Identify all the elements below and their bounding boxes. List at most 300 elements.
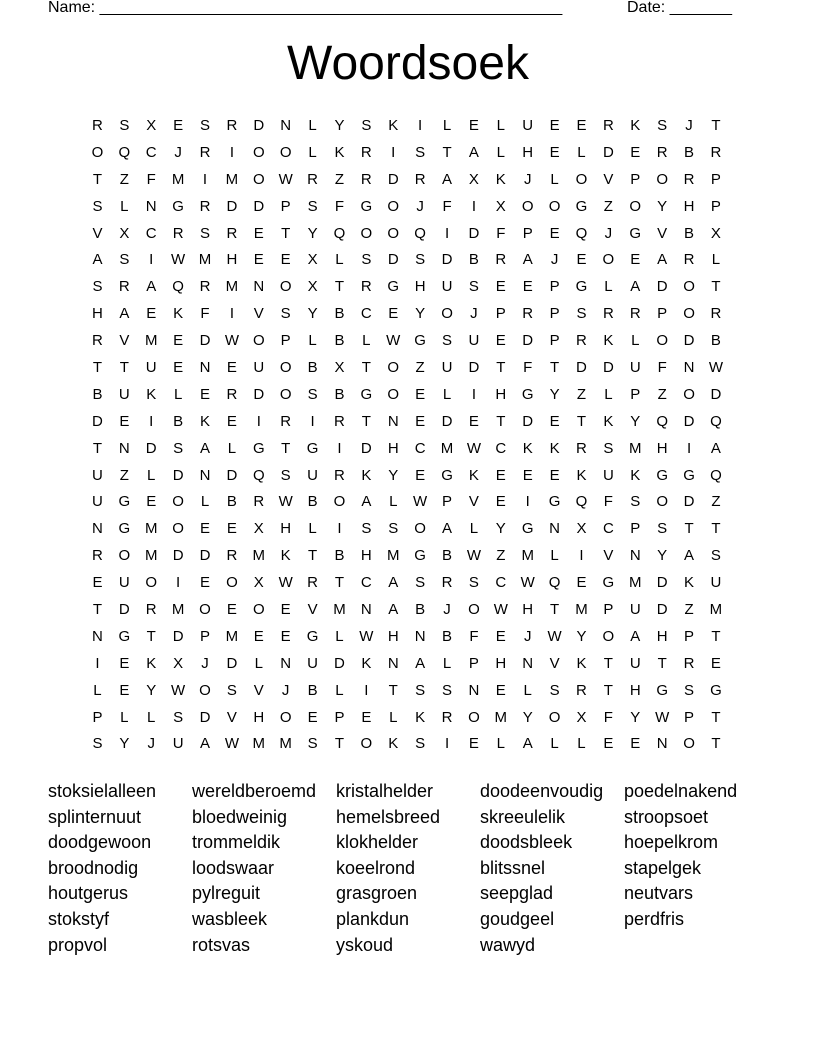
- grid-cell: I: [444, 735, 450, 753]
- grid-cell: E: [226, 520, 237, 538]
- grid-cell: W: [466, 439, 481, 457]
- grid-cell: P: [549, 332, 560, 350]
- word-list-item: stoksielalleen: [48, 781, 157, 801]
- grid-cell: L: [173, 385, 183, 403]
- grid-cell: Z: [415, 358, 425, 376]
- grid-cell: T: [496, 412, 506, 430]
- grid-cell: U: [118, 574, 130, 592]
- grid-cell: B: [307, 681, 318, 699]
- grid-cell: I: [149, 412, 154, 430]
- grid-cell: O: [91, 143, 104, 161]
- grid-cell: I: [391, 143, 396, 161]
- word-list-item: pylreguit: [192, 883, 261, 904]
- grid-cell: K: [468, 466, 479, 484]
- grid-cell: I: [525, 493, 530, 511]
- grid-cell: R: [576, 681, 587, 699]
- grid-cell: D: [387, 251, 399, 269]
- grid-cell: L: [335, 251, 344, 269]
- grid-cell: R: [334, 466, 345, 484]
- grid-cell: P: [549, 278, 560, 296]
- grid-cell: A: [92, 251, 103, 269]
- grid-cell: J: [147, 735, 155, 753]
- grid-cell: T: [711, 735, 721, 753]
- grid-cell: Y: [576, 627, 587, 645]
- grid-cell: Y: [415, 305, 426, 323]
- grid-cell: Y: [495, 520, 506, 538]
- grid-cell: G: [656, 466, 668, 484]
- grid-cell: E: [495, 681, 506, 699]
- grid-cell: J: [470, 305, 478, 323]
- grid-cell: R: [576, 439, 587, 457]
- grid-cell: T: [119, 358, 129, 376]
- grid-cell: B: [442, 627, 453, 645]
- grid-cell: A: [146, 278, 157, 296]
- grid-cell: O: [145, 574, 158, 592]
- grid-cell: P: [710, 197, 721, 215]
- grid-cell: M: [629, 574, 642, 592]
- grid-cell: E: [576, 116, 587, 134]
- grid-cell: K: [146, 654, 157, 672]
- grid-cell: T: [684, 520, 694, 538]
- grid-cell: N: [280, 654, 292, 672]
- grid-cell: P: [657, 305, 668, 323]
- grid-cell: R: [576, 332, 587, 350]
- grid-cell: S: [361, 251, 372, 269]
- grid-cell: E: [146, 305, 157, 323]
- grid-cell: G: [602, 574, 615, 592]
- grid-cell: Q: [548, 574, 561, 592]
- grid-cell: C: [602, 520, 614, 538]
- grid-cell: L: [577, 143, 586, 161]
- grid-cell: M: [279, 735, 292, 753]
- grid-cell: L: [496, 116, 505, 134]
- grid-cell: C: [145, 224, 157, 242]
- grid-cell: Q: [414, 224, 426, 242]
- grid-cell: X: [576, 708, 587, 726]
- grid-cell: Z: [711, 493, 721, 511]
- grid-cell: E: [630, 251, 641, 269]
- grid-cell: D: [441, 251, 453, 269]
- grid-cell: B: [334, 305, 345, 323]
- grid-cell: A: [361, 493, 372, 511]
- grid-cell: O: [172, 520, 184, 538]
- grid-cell: A: [200, 439, 211, 457]
- grid-cell: V: [226, 708, 237, 726]
- grid-cell: D: [334, 654, 345, 672]
- grid-cell: N: [199, 466, 211, 484]
- grid-cell: K: [173, 305, 184, 323]
- grid-cell: M: [386, 547, 400, 565]
- grid-cell: G: [306, 627, 319, 645]
- grid-cell: E: [226, 358, 237, 376]
- grid-cell: O: [199, 600, 211, 618]
- grid-cell: E: [495, 278, 506, 296]
- grid-cell: F: [523, 358, 533, 376]
- grid-cell: D: [118, 600, 130, 618]
- grid-cell: X: [307, 251, 318, 269]
- grid-cell: H: [683, 197, 695, 215]
- grid-cell: G: [387, 278, 400, 296]
- grid-cell: D: [360, 439, 372, 457]
- grid-cell: L: [442, 385, 452, 403]
- grid-cell: D: [468, 358, 480, 376]
- grid-cell: A: [415, 654, 426, 672]
- grid-cell: P: [522, 224, 533, 242]
- grid-cell: K: [576, 466, 587, 484]
- grid-cell: G: [306, 439, 319, 457]
- grid-cell: H: [387, 439, 399, 457]
- grid-cell: D: [710, 385, 722, 403]
- word-list-item: hemelsbreed: [336, 806, 441, 827]
- grid-cell: S: [576, 305, 587, 323]
- grid-cell: O: [333, 493, 346, 511]
- grid-cell: S: [361, 116, 372, 134]
- word-list-item: neutvars: [624, 883, 694, 904]
- grid-cell: N: [253, 278, 265, 296]
- grid-cell: X: [495, 197, 506, 215]
- grid-cell: O: [252, 600, 265, 618]
- word-list-item: plankdun: [336, 908, 410, 929]
- grid-cell: C: [495, 574, 507, 592]
- grid-cell: T: [711, 627, 721, 645]
- grid-cell: C: [145, 143, 157, 161]
- grid-cell: U: [92, 493, 103, 511]
- grid-cell: W: [466, 547, 481, 565]
- grid-cell: W: [547, 627, 562, 645]
- grid-cell: D: [522, 412, 534, 430]
- grid-cell: O: [683, 385, 695, 403]
- grid-cell: G: [118, 520, 131, 538]
- grid-cell: U: [441, 358, 453, 376]
- grid-cell: L: [604, 385, 613, 403]
- grid-cell: N: [360, 600, 372, 618]
- grid-cell: W: [224, 735, 239, 753]
- grid-cell: S: [468, 574, 479, 592]
- grid-cell: Z: [496, 547, 506, 565]
- grid-cell: G: [521, 520, 534, 538]
- grid-cell: N: [387, 654, 399, 672]
- grid-cell: N: [199, 358, 211, 376]
- grid-cell: M: [144, 547, 158, 565]
- grid-cell: P: [630, 385, 641, 403]
- grid-cell: O: [118, 547, 131, 565]
- grid-cell: B: [334, 385, 345, 403]
- grid-cell: W: [359, 627, 374, 645]
- grid-cell: T: [92, 358, 103, 376]
- grid-cell: A: [388, 574, 399, 592]
- grid-cell: O: [683, 735, 695, 753]
- grid-cell: L: [93, 681, 102, 699]
- grid-cell: B: [334, 547, 345, 565]
- grid-cell: M: [575, 600, 588, 618]
- grid-cell: D: [92, 412, 103, 430]
- grid-cell: W: [278, 170, 293, 188]
- grid-cell: K: [630, 116, 641, 134]
- grid-cell: Y: [119, 735, 130, 753]
- grid-cell: X: [253, 574, 264, 592]
- grid-cell: Y: [522, 708, 533, 726]
- grid-cell: T: [307, 547, 318, 565]
- grid-cell: P: [92, 708, 103, 726]
- grid-cell: E: [280, 627, 291, 645]
- grid-cell: V: [253, 681, 264, 699]
- grid-cell: U: [307, 654, 318, 672]
- grid-cell: R: [334, 412, 345, 430]
- grid-cell: K: [361, 466, 372, 484]
- grid-cell: U: [629, 654, 641, 672]
- grid-cell: K: [630, 466, 641, 484]
- grid-cell: G: [683, 466, 695, 484]
- grid-cell: I: [686, 439, 692, 457]
- grid-cell: F: [603, 708, 613, 726]
- grid-cell: F: [442, 197, 452, 215]
- grid-cell: G: [441, 466, 453, 484]
- grid-cell: E: [415, 385, 426, 403]
- grid-cell: O: [602, 627, 615, 645]
- grid-cell: H: [280, 520, 292, 538]
- grid-cell: H: [656, 627, 668, 645]
- grid-cell: S: [361, 520, 372, 538]
- grid-cell: B: [415, 600, 426, 618]
- grid-cell: C: [495, 439, 507, 457]
- grid-cell: D: [253, 197, 265, 215]
- grid-cell: S: [92, 735, 103, 753]
- grid-cell: E: [495, 627, 506, 645]
- grid-cell: E: [549, 143, 560, 161]
- grid-cell: F: [469, 627, 479, 645]
- grid-cell: L: [335, 681, 344, 699]
- grid-cell: G: [360, 197, 373, 215]
- grid-cell: S: [119, 116, 130, 134]
- grid-cell: D: [199, 332, 211, 350]
- grid-cell: K: [415, 708, 426, 726]
- grid-cell: A: [522, 735, 533, 753]
- grid-cell: F: [334, 197, 345, 215]
- grid-cell: J: [550, 251, 559, 269]
- grid-cell: O: [279, 385, 292, 403]
- grid-cell: D: [602, 358, 614, 376]
- grid-cell: L: [308, 143, 317, 161]
- grid-cell: U: [468, 332, 480, 350]
- grid-cell: E: [200, 520, 211, 538]
- word-list-item: poedelnakend: [624, 781, 738, 801]
- grid-cell: O: [629, 197, 642, 215]
- grid-cell: L: [389, 708, 398, 726]
- grid-cell: D: [683, 412, 695, 430]
- grid-cell: R: [602, 305, 614, 323]
- grid-cell: N: [118, 439, 130, 457]
- grid-cell: W: [224, 332, 239, 350]
- grid-cell: A: [522, 251, 533, 269]
- word-list-item: wawyd: [480, 934, 536, 955]
- grid-cell: L: [335, 627, 344, 645]
- grid-cell: G: [118, 627, 131, 645]
- grid-cell: Z: [119, 466, 129, 484]
- grid-cell: T: [334, 278, 345, 296]
- grid-cell: Y: [549, 385, 560, 403]
- grid-cell: R: [602, 116, 614, 134]
- grid-cell: Y: [334, 116, 345, 134]
- grid-cell: R: [199, 197, 211, 215]
- grid-cell: S: [307, 735, 318, 753]
- grid-cell: L: [120, 197, 129, 215]
- grid-cell: H: [226, 251, 238, 269]
- grid-cell: K: [361, 654, 372, 672]
- grid-cell: X: [468, 170, 479, 188]
- grid-cell: L: [147, 708, 156, 726]
- grid-cell: T: [92, 600, 103, 618]
- grid-cell: L: [389, 493, 398, 511]
- grid-cell: X: [710, 224, 721, 242]
- grid-cell: R: [226, 224, 238, 242]
- grid-cell: E: [119, 654, 130, 672]
- grid-cell: H: [656, 439, 668, 457]
- grid-cell: R: [683, 170, 695, 188]
- grid-cell: O: [656, 332, 668, 350]
- grid-cell: P: [710, 170, 721, 188]
- word-list-item: trommeldik: [192, 832, 281, 853]
- grid-cell: G: [118, 493, 131, 511]
- grid-cell: D: [441, 412, 453, 430]
- grid-cell: T: [711, 520, 721, 538]
- word-list-item: houtgerus: [48, 883, 129, 904]
- grid-cell: O: [575, 170, 588, 188]
- word-list-item: splinternuut: [48, 806, 142, 827]
- grid-cell: W: [278, 574, 293, 592]
- grid-cell: R: [307, 170, 318, 188]
- grid-cell: O: [279, 358, 292, 376]
- grid-cell: J: [201, 654, 209, 672]
- word-list-item: skreeulelik: [480, 806, 566, 827]
- grid-cell: E: [200, 574, 211, 592]
- grid-cell: L: [442, 116, 452, 134]
- grid-cell: S: [710, 547, 721, 565]
- grid-cell: B: [307, 358, 318, 376]
- grid-cell: P: [630, 170, 641, 188]
- grid-cell: A: [442, 520, 453, 538]
- grid-cell: D: [656, 278, 668, 296]
- grid-cell: U: [92, 466, 103, 484]
- grid-cell: L: [577, 735, 586, 753]
- grid-cell: T: [550, 358, 560, 376]
- grid-cell: E: [173, 332, 184, 350]
- grid-cell: S: [388, 520, 399, 538]
- grid-cell: K: [334, 143, 345, 161]
- grid-cell: R: [360, 278, 372, 296]
- grid-cell: W: [386, 332, 401, 350]
- grid-cell: D: [226, 197, 238, 215]
- date-field-label: Date: _______: [627, 0, 732, 16]
- grid-cell: L: [550, 547, 559, 565]
- grid-cell: O: [172, 493, 184, 511]
- grid-cell: S: [173, 439, 184, 457]
- grid-cell: E: [253, 251, 264, 269]
- grid-cell: I: [202, 170, 208, 188]
- grid-cell: E: [361, 708, 372, 726]
- grid-cell: H: [387, 627, 399, 645]
- grid-cell: M: [225, 170, 239, 188]
- grid-cell: G: [575, 197, 588, 215]
- grid-cell: M: [252, 735, 266, 753]
- grid-cell: E: [495, 466, 506, 484]
- grid-cell: P: [200, 627, 211, 645]
- grid-cell: A: [657, 251, 668, 269]
- grid-cell: S: [307, 197, 318, 215]
- grid-cell: E: [253, 224, 264, 242]
- word-list: [48, 779, 768, 958]
- word-list-item: wasbleek: [192, 908, 268, 929]
- grid-cell: E: [226, 412, 237, 430]
- grid-cell: M: [333, 600, 346, 618]
- grid-cell: S: [119, 251, 130, 269]
- grid-cell: I: [337, 520, 342, 538]
- grid-cell: E: [388, 305, 399, 323]
- grid-cell: H: [522, 600, 534, 618]
- grid-cell: S: [200, 116, 211, 134]
- grid-cell: U: [522, 116, 534, 134]
- grid-cell: X: [146, 116, 157, 134]
- grid-cell: D: [226, 466, 238, 484]
- word-list-item: kristalhelder: [336, 781, 434, 801]
- grid-cell: O: [656, 170, 668, 188]
- grid-cell: I: [229, 143, 234, 161]
- grid-cell: G: [656, 681, 668, 699]
- grid-cell: K: [388, 116, 399, 134]
- grid-cell: E: [415, 466, 426, 484]
- grid-cell: N: [468, 681, 480, 699]
- grid-cell: L: [147, 466, 156, 484]
- grid-cell: L: [604, 278, 613, 296]
- grid-cell: F: [496, 224, 506, 242]
- grid-cell: M: [629, 439, 642, 457]
- grid-cell: M: [171, 170, 185, 188]
- grid-cell: U: [441, 278, 453, 296]
- grid-cell: R: [226, 385, 238, 403]
- grid-cell: K: [522, 439, 533, 457]
- grid-cell: O: [387, 197, 400, 215]
- grid-cell: F: [603, 493, 613, 511]
- grid-cell: S: [630, 493, 641, 511]
- grid-cell: M: [709, 600, 723, 618]
- grid-cell: E: [495, 493, 506, 511]
- grid-cell: U: [118, 385, 130, 403]
- grid-cell: T: [361, 358, 371, 376]
- grid-cell: L: [308, 116, 317, 134]
- grid-cell: M: [225, 278, 239, 296]
- grid-cell: O: [602, 251, 615, 269]
- grid-cell: O: [360, 735, 373, 753]
- grid-cell: O: [683, 305, 695, 323]
- grid-cell: I: [310, 412, 315, 430]
- grid-cell: R: [360, 170, 372, 188]
- grid-cell: L: [496, 735, 505, 753]
- grid-cell: B: [307, 493, 318, 511]
- grid-cell: M: [225, 627, 239, 645]
- grid-cell: D: [683, 493, 695, 511]
- word-list-item: seepglad: [480, 883, 554, 904]
- grid-cell: G: [575, 278, 588, 296]
- word-list-item: rotsvas: [192, 934, 251, 955]
- grid-cell: X: [173, 654, 184, 672]
- grid-cell: E: [603, 735, 614, 753]
- grid-cell: H: [522, 143, 534, 161]
- grid-cell: G: [172, 197, 184, 215]
- grid-cell: V: [307, 600, 318, 618]
- grid-cell: S: [415, 143, 426, 161]
- grid-cell: K: [200, 412, 211, 430]
- grid-cell: Y: [630, 412, 641, 430]
- grid-cell: S: [415, 574, 426, 592]
